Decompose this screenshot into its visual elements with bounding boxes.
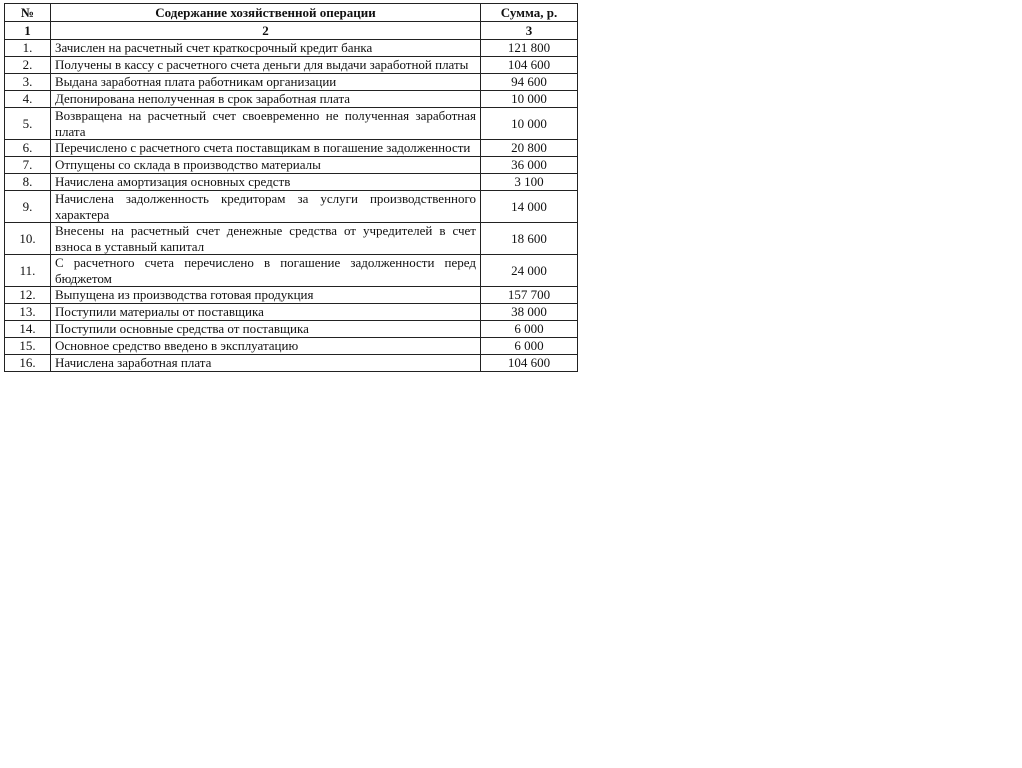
row-number: 2.: [5, 57, 51, 74]
row-number: 16.: [5, 355, 51, 372]
header-sum: Сумма, р.: [481, 4, 578, 22]
operation-sum: 20 800: [481, 140, 578, 157]
operation-description: Выдана заработная плата работникам организации: [51, 74, 481, 91]
operation-description: Начислена заработная плата: [51, 355, 481, 372]
table-row: [5, 223, 578, 255]
operation-sum: 38 000: [481, 304, 578, 321]
operation-description: Выпущена из производства готовая продукция: [51, 287, 481, 304]
row-number: 8.: [5, 174, 51, 191]
operation-description: Основное средство введено в эксплуатацию: [51, 338, 481, 355]
operation-description: Отпущены со склада в производство материалы: [51, 157, 481, 174]
table-row: [5, 355, 578, 372]
table-row: [5, 40, 578, 57]
operation-description: Депонирована неполученная в срок заработная плата: [51, 91, 481, 108]
table-row: [5, 338, 578, 355]
operation-sum: 6 000: [481, 321, 578, 338]
operation-sum: 10 000: [481, 91, 578, 108]
row-number: 15.: [5, 338, 51, 355]
operation-description: Поступили материалы от поставщика: [51, 304, 481, 321]
table-row: [5, 157, 578, 174]
row-number: 12.: [5, 287, 51, 304]
table-row: [5, 191, 578, 223]
header-desc: Содержание хозяйственной операции: [51, 4, 481, 22]
table-row: [5, 57, 578, 74]
operation-description: Поступили основные средства от поставщика: [51, 321, 481, 338]
table-row: [5, 304, 578, 321]
operation-sum: 10 000: [481, 108, 578, 140]
row-number: 14.: [5, 321, 51, 338]
operation-sum: 3 100: [481, 174, 578, 191]
table-row: [5, 108, 578, 140]
operation-sum: 104 600: [481, 355, 578, 372]
header-row: [5, 4, 578, 22]
row-number: 9.: [5, 191, 51, 223]
operation-description: Начислена задолженность кредиторам за услуги производственного характера: [51, 191, 481, 223]
table-row: [5, 287, 578, 304]
column-number-3: 3: [481, 22, 578, 40]
column-number-2: 2: [51, 22, 481, 40]
table-row: [5, 91, 578, 108]
operation-sum: 121 800: [481, 40, 578, 57]
column-number-1: 1: [5, 22, 51, 40]
table-body: [5, 40, 578, 372]
table-row: [5, 74, 578, 91]
operation-description: Начислена амортизация основных средств: [51, 174, 481, 191]
row-number: 1.: [5, 40, 51, 57]
operation-sum: 18 600: [481, 223, 578, 255]
operations-table: [4, 3, 578, 372]
operation-description: Зачислен на расчетный счет краткосрочный кредит банка: [51, 40, 481, 57]
operation-sum: 157 700: [481, 287, 578, 304]
row-number: 7.: [5, 157, 51, 174]
operation-sum: 94 600: [481, 74, 578, 91]
operation-sum: 36 000: [481, 157, 578, 174]
operation-sum: 6 000: [481, 338, 578, 355]
table-row: [5, 321, 578, 338]
row-number: 11.: [5, 255, 51, 287]
header-num: №: [5, 4, 51, 22]
operation-sum: 24 000: [481, 255, 578, 287]
row-number: 5.: [5, 108, 51, 140]
row-number: 3.: [5, 74, 51, 91]
operation-sum: 104 600: [481, 57, 578, 74]
operation-description: Внесены на расчетный счет денежные средства от учредителей в счет взноса в уставный капитал: [51, 223, 481, 255]
column-number-row: [5, 22, 578, 40]
row-number: 4.: [5, 91, 51, 108]
row-number: 10.: [5, 223, 51, 255]
operation-description: Перечислено с расчетного счета поставщикам в погашение задолженности: [51, 140, 481, 157]
table-row: [5, 255, 578, 287]
operation-description: Возвращена на расчетный счет своевременно не полученная заработная плата: [51, 108, 481, 140]
operation-description: С расчетного счета перечислено в погашение задолженности перед бюджетом: [51, 255, 481, 287]
table-row: [5, 140, 578, 157]
operation-description: Получены в кассу с расчетного счета деньги для выдачи заработной платы: [51, 57, 481, 74]
row-number: 6.: [5, 140, 51, 157]
table-row: [5, 174, 578, 191]
operation-sum: 14 000: [481, 191, 578, 223]
row-number: 13.: [5, 304, 51, 321]
